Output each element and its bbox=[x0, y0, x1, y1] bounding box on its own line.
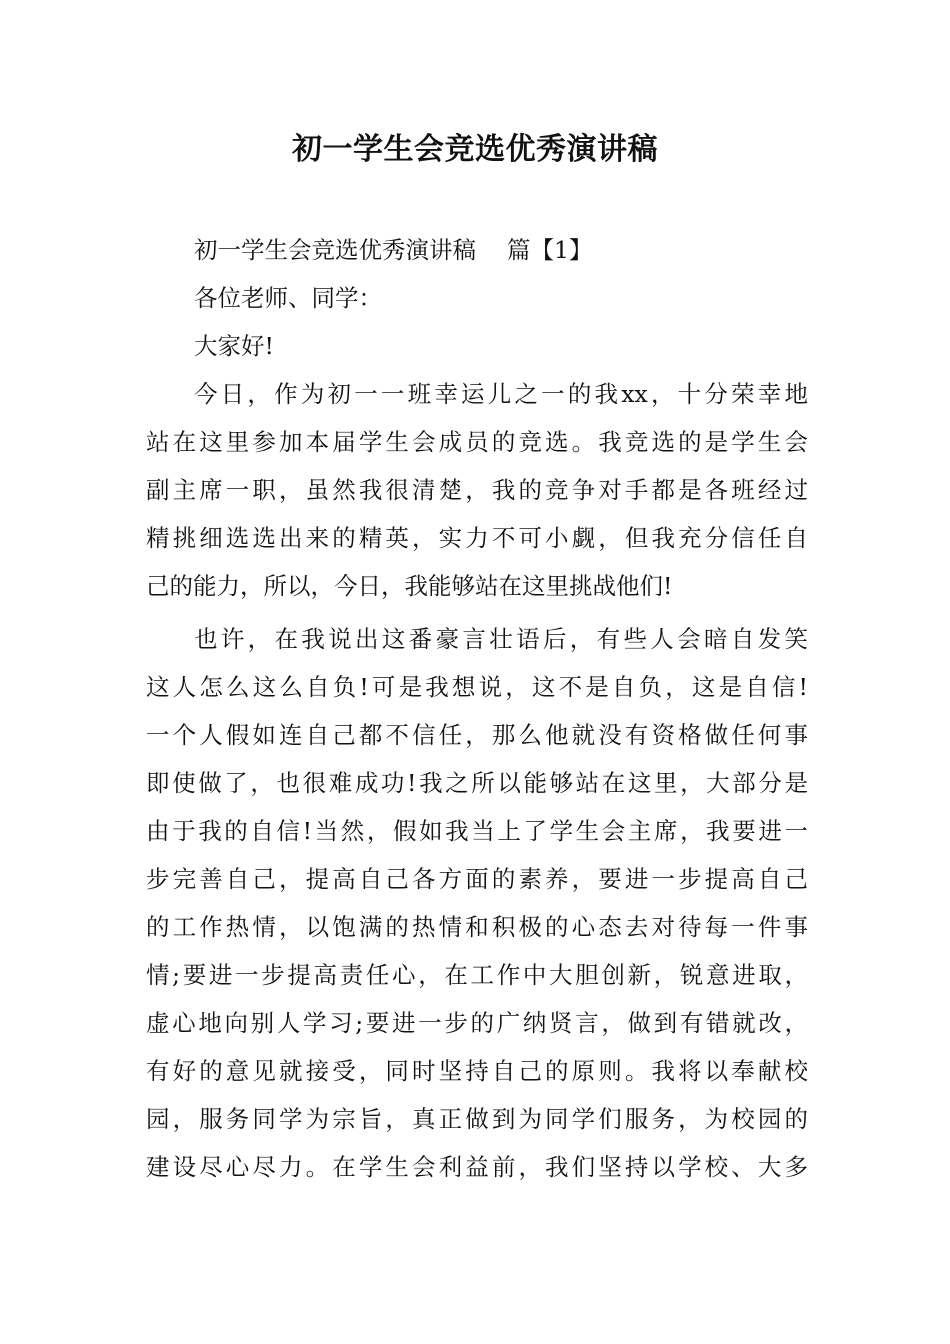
paragraph-line: 一个人假如连自己都不信任，那么他就没有资格做任何事 bbox=[146, 721, 808, 749]
paragraph-2 bbox=[146, 615, 808, 1191]
greeting: 大家好! bbox=[194, 332, 274, 360]
paragraph-line: 站在这里参加本届学生会成员的竞选。我竞选的是学生会 bbox=[146, 428, 808, 456]
paragraph-line: 精挑细选选出来的精英，实力不可小觑，但我充分信任自 bbox=[146, 524, 808, 552]
paragraph-line: 这人怎么这么自负!可是我想说，这不是自负，这是自信! bbox=[146, 673, 808, 701]
paragraph-line: 步完善自己，提高自己各方面的素养，要进一步提高自己 bbox=[146, 865, 808, 893]
paragraph-line: 的工作热情，以饱满的热情和积极的心态去对待每一件事 bbox=[146, 913, 808, 941]
paragraph-line: 虚心地向别人学习;要进一步的广纳贤言，做到有错就改， bbox=[146, 1009, 808, 1037]
paragraph-line: 今日，作为初一一班幸运儿之一的我xx，十分荣幸地 bbox=[194, 380, 808, 408]
paragraph-1 bbox=[146, 370, 808, 610]
paragraph-line: 园，服务同学为宗旨，真正做到为同学们服务，为校园的 bbox=[146, 1105, 808, 1133]
paragraph-line: 情;要进一步提高责任心，在工作中大胆创新，锐意进取， bbox=[146, 961, 808, 989]
heading-line: 初一学生会竞选优秀演讲稿 篇【1】 bbox=[194, 236, 593, 264]
paragraph-line: 即使做了，也很难成功!我之所以能够站在这里，大部分是 bbox=[146, 769, 808, 797]
paragraph-line: 己的能力，所以，今日，我能够站在这里挑战他们! bbox=[146, 572, 673, 600]
document-title: 初一学生会竞选优秀演讲稿 bbox=[292, 132, 658, 167]
paragraph-line: 副主席一职，虽然我很清楚，我的竞争对手都是各班经过 bbox=[146, 476, 808, 504]
paragraph-line: 有好的意见就接受，同时坚持自己的原则。我将以奉献校 bbox=[146, 1057, 808, 1085]
document-body bbox=[146, 226, 808, 1191]
salutation: 各位老师、同学： bbox=[194, 284, 382, 312]
paragraph-line: 也许，在我说出这番豪言壮语后，有些人会暗自发笑 bbox=[194, 625, 808, 653]
paragraph-line: 由于我的自信!当然，假如我当上了学生会主席，我要进一 bbox=[146, 817, 808, 845]
paragraph-line: 建设尽心尽力。在学生会利益前，我们坚持以学校、大多 bbox=[146, 1153, 808, 1181]
